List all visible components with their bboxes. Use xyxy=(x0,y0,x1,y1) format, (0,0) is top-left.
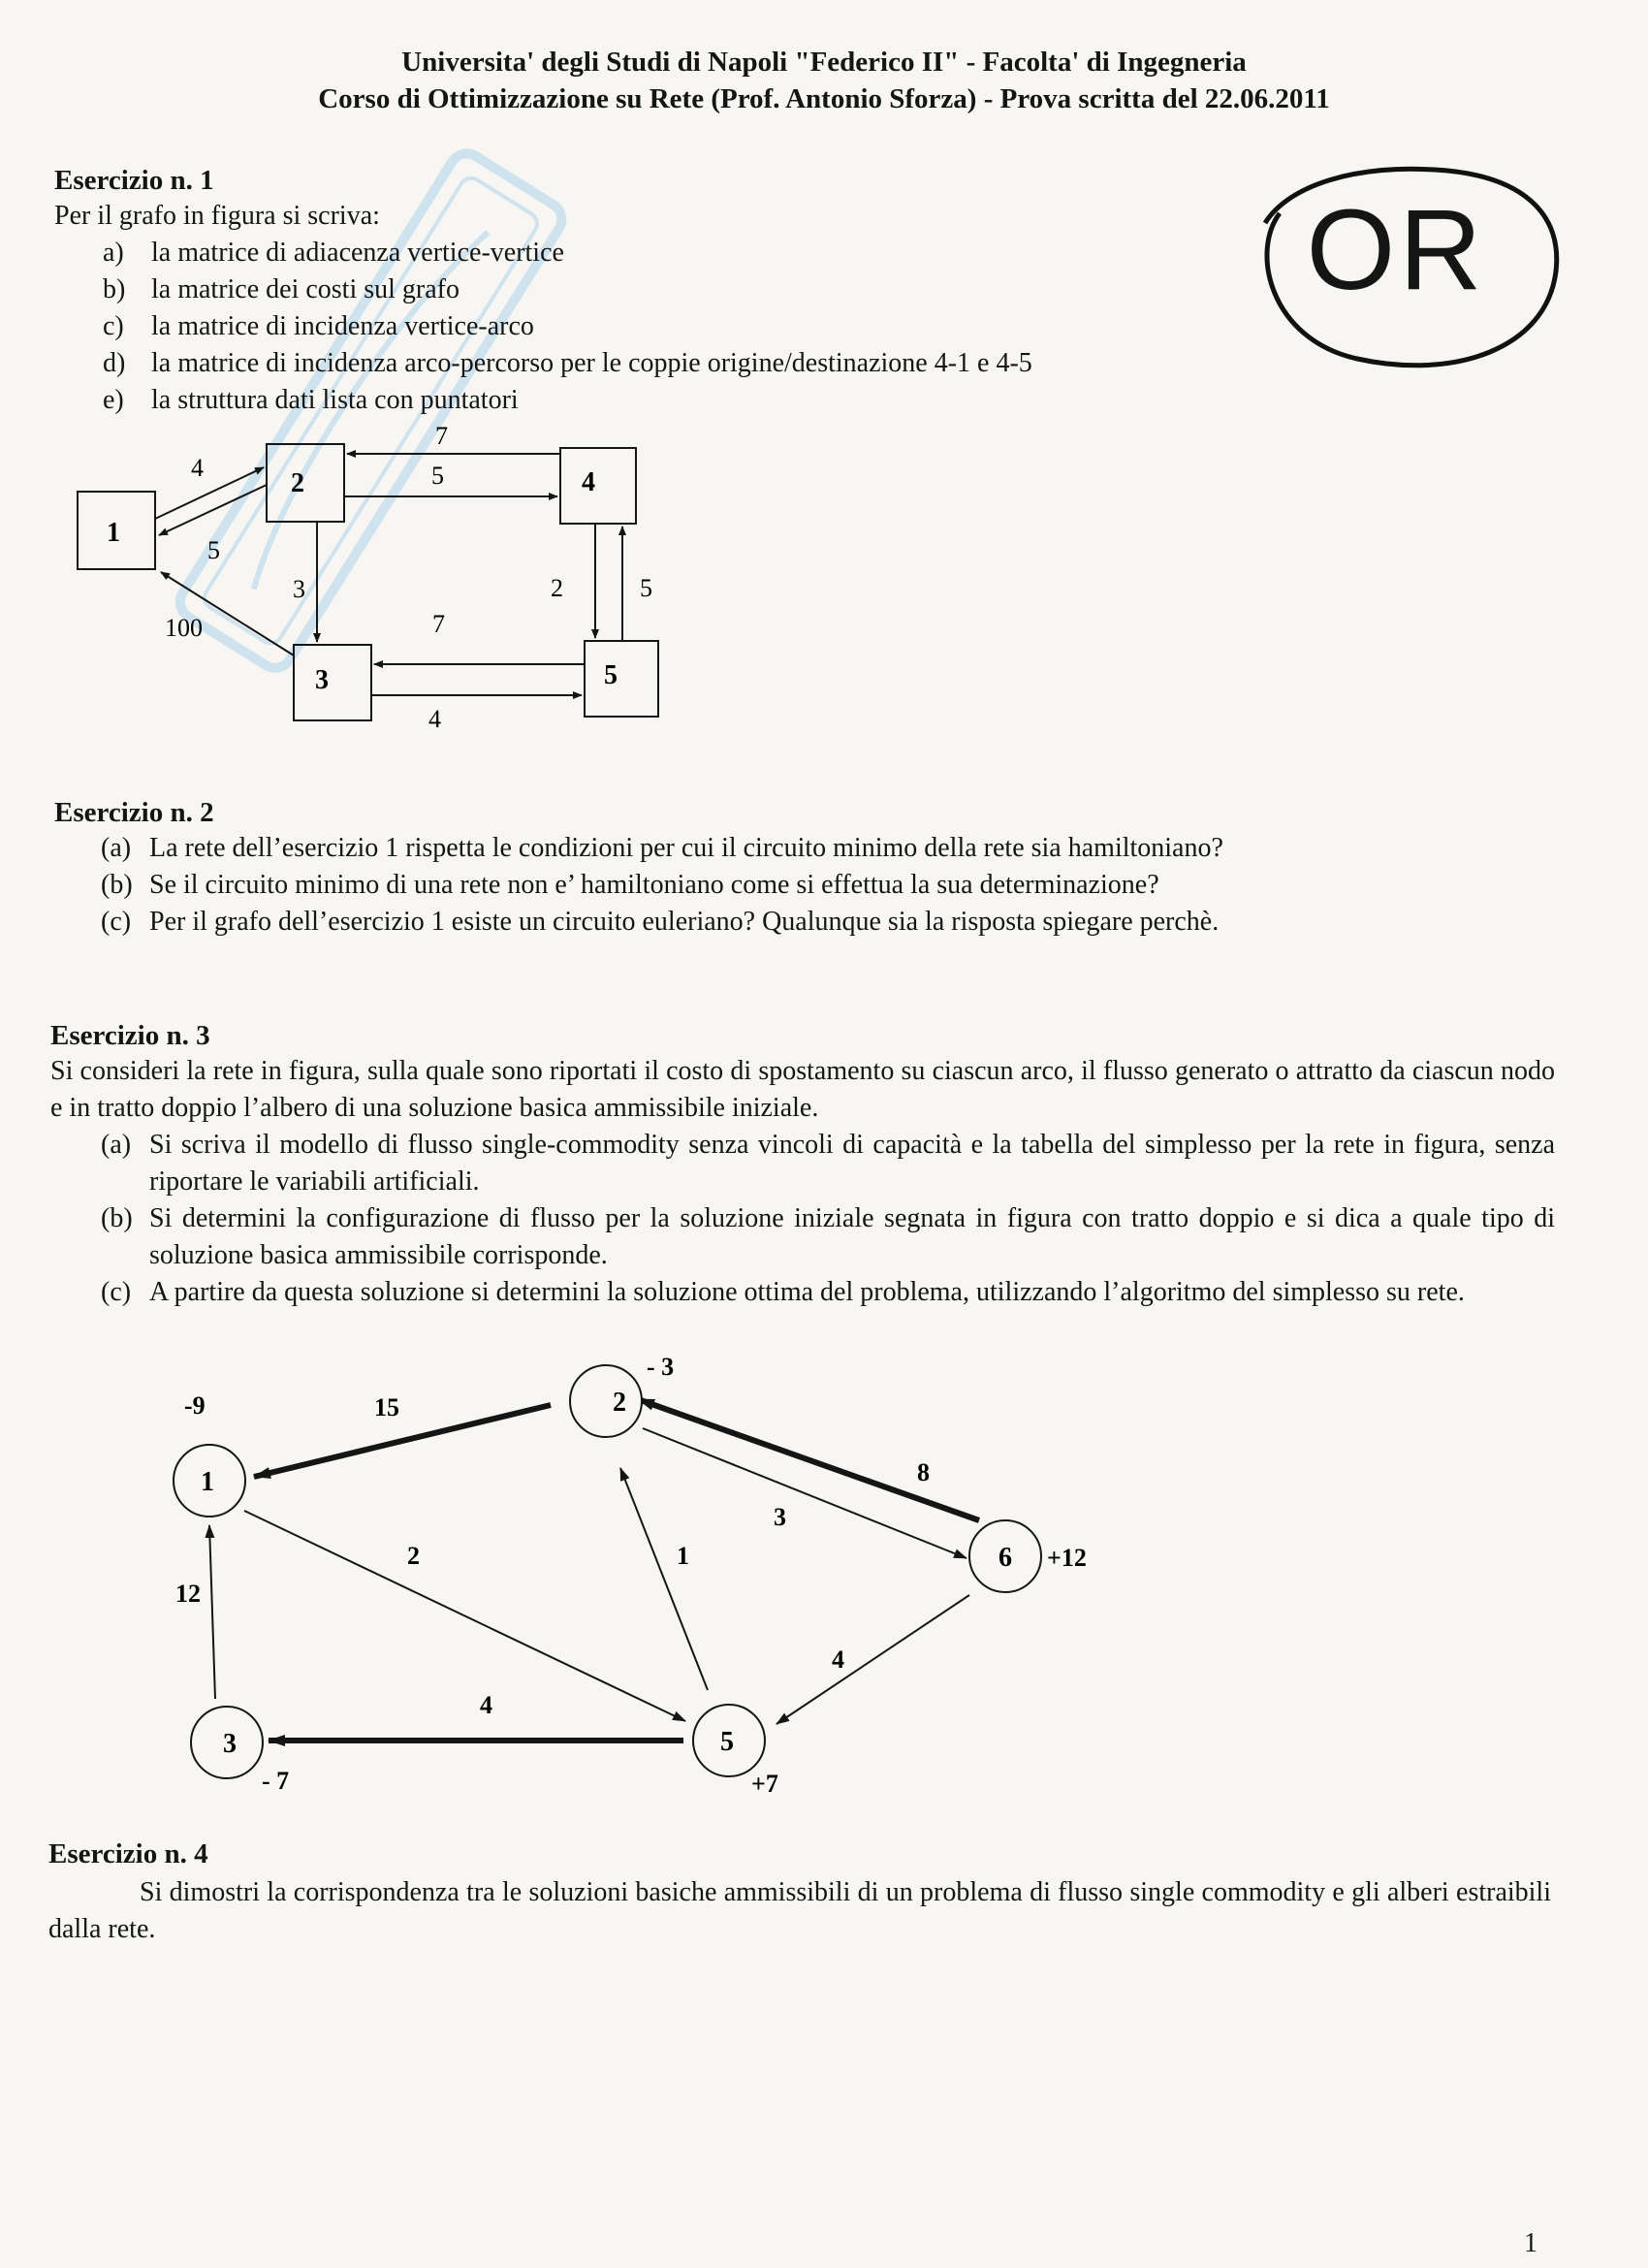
list-item: (c) Per il grafo dell’esercizio 1 esiste un circuito euleriano? Qualunque sia la risposta spiegare perchè. xyxy=(101,907,1220,937)
page-number: 1 xyxy=(1524,2228,1537,2258)
list-item: (b) Se il circuito minimo di una rete non e’ hamiltoniano come si effettua la sua determinazione? xyxy=(101,870,1159,900)
svg-text:-9: -9 xyxy=(184,1391,206,1420)
svg-text:- 3: - 3 xyxy=(647,1353,675,1381)
svg-text:4: 4 xyxy=(191,454,204,482)
svg-text:4: 4 xyxy=(832,1645,844,1674)
graph2-arc xyxy=(244,1511,685,1721)
svg-text:1: 1 xyxy=(201,1467,214,1497)
ex1-title: Esercizio n. 1 xyxy=(54,165,214,196)
ex4-text: Si dimostri la corrispondenza tra le soluzioni basiche ammissibili di un problema di flusso single commodity e gli alberi estraibili dalla rete. xyxy=(48,1877,1551,1944)
svg-text:3: 3 xyxy=(223,1729,237,1759)
ex4-title: Esercizio n. 4 xyxy=(48,1838,208,1869)
svg-text:3: 3 xyxy=(315,665,329,695)
graph2-arc xyxy=(776,1595,969,1724)
graph1-arc xyxy=(347,422,560,454)
graph2-node xyxy=(174,1391,245,1517)
header-line-2: Corso di Ottimizzazione su Rete (Prof. Antonio Sforza) - Prova scritta del 22.06.2011 xyxy=(318,83,1330,114)
svg-text:5: 5 xyxy=(604,660,618,690)
svg-text:+7: +7 xyxy=(751,1770,778,1798)
graph2-arc-tree xyxy=(254,1393,551,1477)
ex3-graph xyxy=(0,1348,1163,1813)
svg-text:2: 2 xyxy=(551,574,563,602)
svg-text:4: 4 xyxy=(480,1691,492,1719)
svg-text:1: 1 xyxy=(107,518,120,548)
ex3-intro: Si consideri la rete in figura, sulla quale sono riportati il costo di spostamento su ciascun arco, il flusso generato o attratto da ciascun nodo e in tratto doppio l’albero di una soluzione basica ammissibile iniziale. xyxy=(50,1056,1555,1123)
graph1-arc xyxy=(293,522,317,642)
svg-text:100: 100 xyxy=(165,614,203,642)
graph1-arc xyxy=(344,462,557,496)
ex2-list xyxy=(101,830,1223,941)
list-item: (b) Si determini la configurazione di flusso per la soluzione iniziale segnata in figura con tratto doppio e si dica a quale tipo di soluzione basica ammissibile corrisponde. xyxy=(101,1203,1555,1270)
list-item: (a) La rete dell’esercizio 1 rispetta le condizioni per cui il circuito minimo della rete sia hamiltoniano? xyxy=(101,833,1223,863)
stamp-text: OR xyxy=(1306,186,1486,314)
svg-text:4: 4 xyxy=(428,705,441,727)
graph2-arc-tree xyxy=(269,1691,683,1741)
svg-text:2: 2 xyxy=(613,1388,626,1418)
svg-text:5: 5 xyxy=(431,462,444,490)
graph1-node xyxy=(294,645,371,720)
ex1-list xyxy=(103,235,1032,419)
list-item: d) la matrice di incidenza arco-percorso per le coppie origine/destinazione 4-1 e 4-5 xyxy=(103,348,1032,378)
svg-text:12: 12 xyxy=(175,1580,201,1608)
svg-text:5: 5 xyxy=(720,1727,734,1757)
graph2-arc xyxy=(643,1428,967,1558)
graph1-arc xyxy=(371,695,582,727)
list-item: (c) A partire da questa soluzione si determini la soluzione ottima del problema, utilizzando l’algoritmo del simplesso su rete. xyxy=(101,1277,1465,1307)
ex3-title: Esercizio n. 3 xyxy=(50,1020,210,1051)
list-item: b) la matrice dei costi sul grafo xyxy=(103,274,460,304)
list-item: e) la struttura dati lista con puntatori xyxy=(103,385,519,415)
svg-text:15: 15 xyxy=(374,1393,399,1421)
graph1-arc xyxy=(551,524,595,638)
graph1-arc xyxy=(155,454,264,519)
svg-text:2: 2 xyxy=(291,468,304,498)
graph1-node xyxy=(560,448,636,524)
svg-text:5: 5 xyxy=(207,536,220,564)
svg-text:6: 6 xyxy=(998,1543,1012,1573)
graph2-node xyxy=(969,1520,1087,1592)
svg-text:2: 2 xyxy=(407,1542,420,1570)
graph1-arc xyxy=(159,485,267,564)
graph2-node xyxy=(191,1707,289,1795)
svg-text:7: 7 xyxy=(432,610,445,638)
ex1-graph xyxy=(0,407,737,727)
svg-text:3: 3 xyxy=(774,1503,786,1531)
svg-text:1: 1 xyxy=(677,1542,689,1570)
svg-text:5: 5 xyxy=(640,574,652,602)
list-item: (a) Si scriva il modello di flusso single-commodity senza vincoli di capacità e la tabella del simplesso per la rete in figura, senza riportare le variabili artificiali. xyxy=(101,1130,1555,1197)
svg-text:7: 7 xyxy=(435,422,448,450)
graph1-arc xyxy=(161,572,294,655)
svg-text:3: 3 xyxy=(293,575,305,603)
header-line-1: Universita' degli Studi di Napoli "Federico II" - Facolta' di Ingegneria xyxy=(401,47,1247,78)
svg-text:4: 4 xyxy=(582,467,595,497)
svg-text:- 7: - 7 xyxy=(262,1767,290,1795)
svg-text:+12: +12 xyxy=(1047,1544,1087,1572)
graph2-arc xyxy=(175,1525,215,1699)
graph2-node xyxy=(693,1705,778,1798)
graph2-node xyxy=(570,1353,674,1437)
list-item: c) la matrice di incidenza vertice-arco xyxy=(103,311,534,341)
list-item: a) la matrice di adiacenza vertice-vertice xyxy=(103,238,564,268)
ex1-intro: Per il grafo in figura si scriva: xyxy=(54,201,380,231)
or-stamp xyxy=(1212,155,1580,388)
graph2-arc xyxy=(620,1468,708,1690)
svg-text:8: 8 xyxy=(917,1458,930,1486)
ex2-title: Esercizio n. 2 xyxy=(54,797,214,828)
graph2-arc-tree xyxy=(638,1399,979,1520)
graph1-arc xyxy=(622,527,652,641)
graph1-arc xyxy=(374,610,585,664)
graph1-node xyxy=(585,641,658,717)
graph1-node xyxy=(78,492,155,569)
graph1-node xyxy=(267,444,344,522)
